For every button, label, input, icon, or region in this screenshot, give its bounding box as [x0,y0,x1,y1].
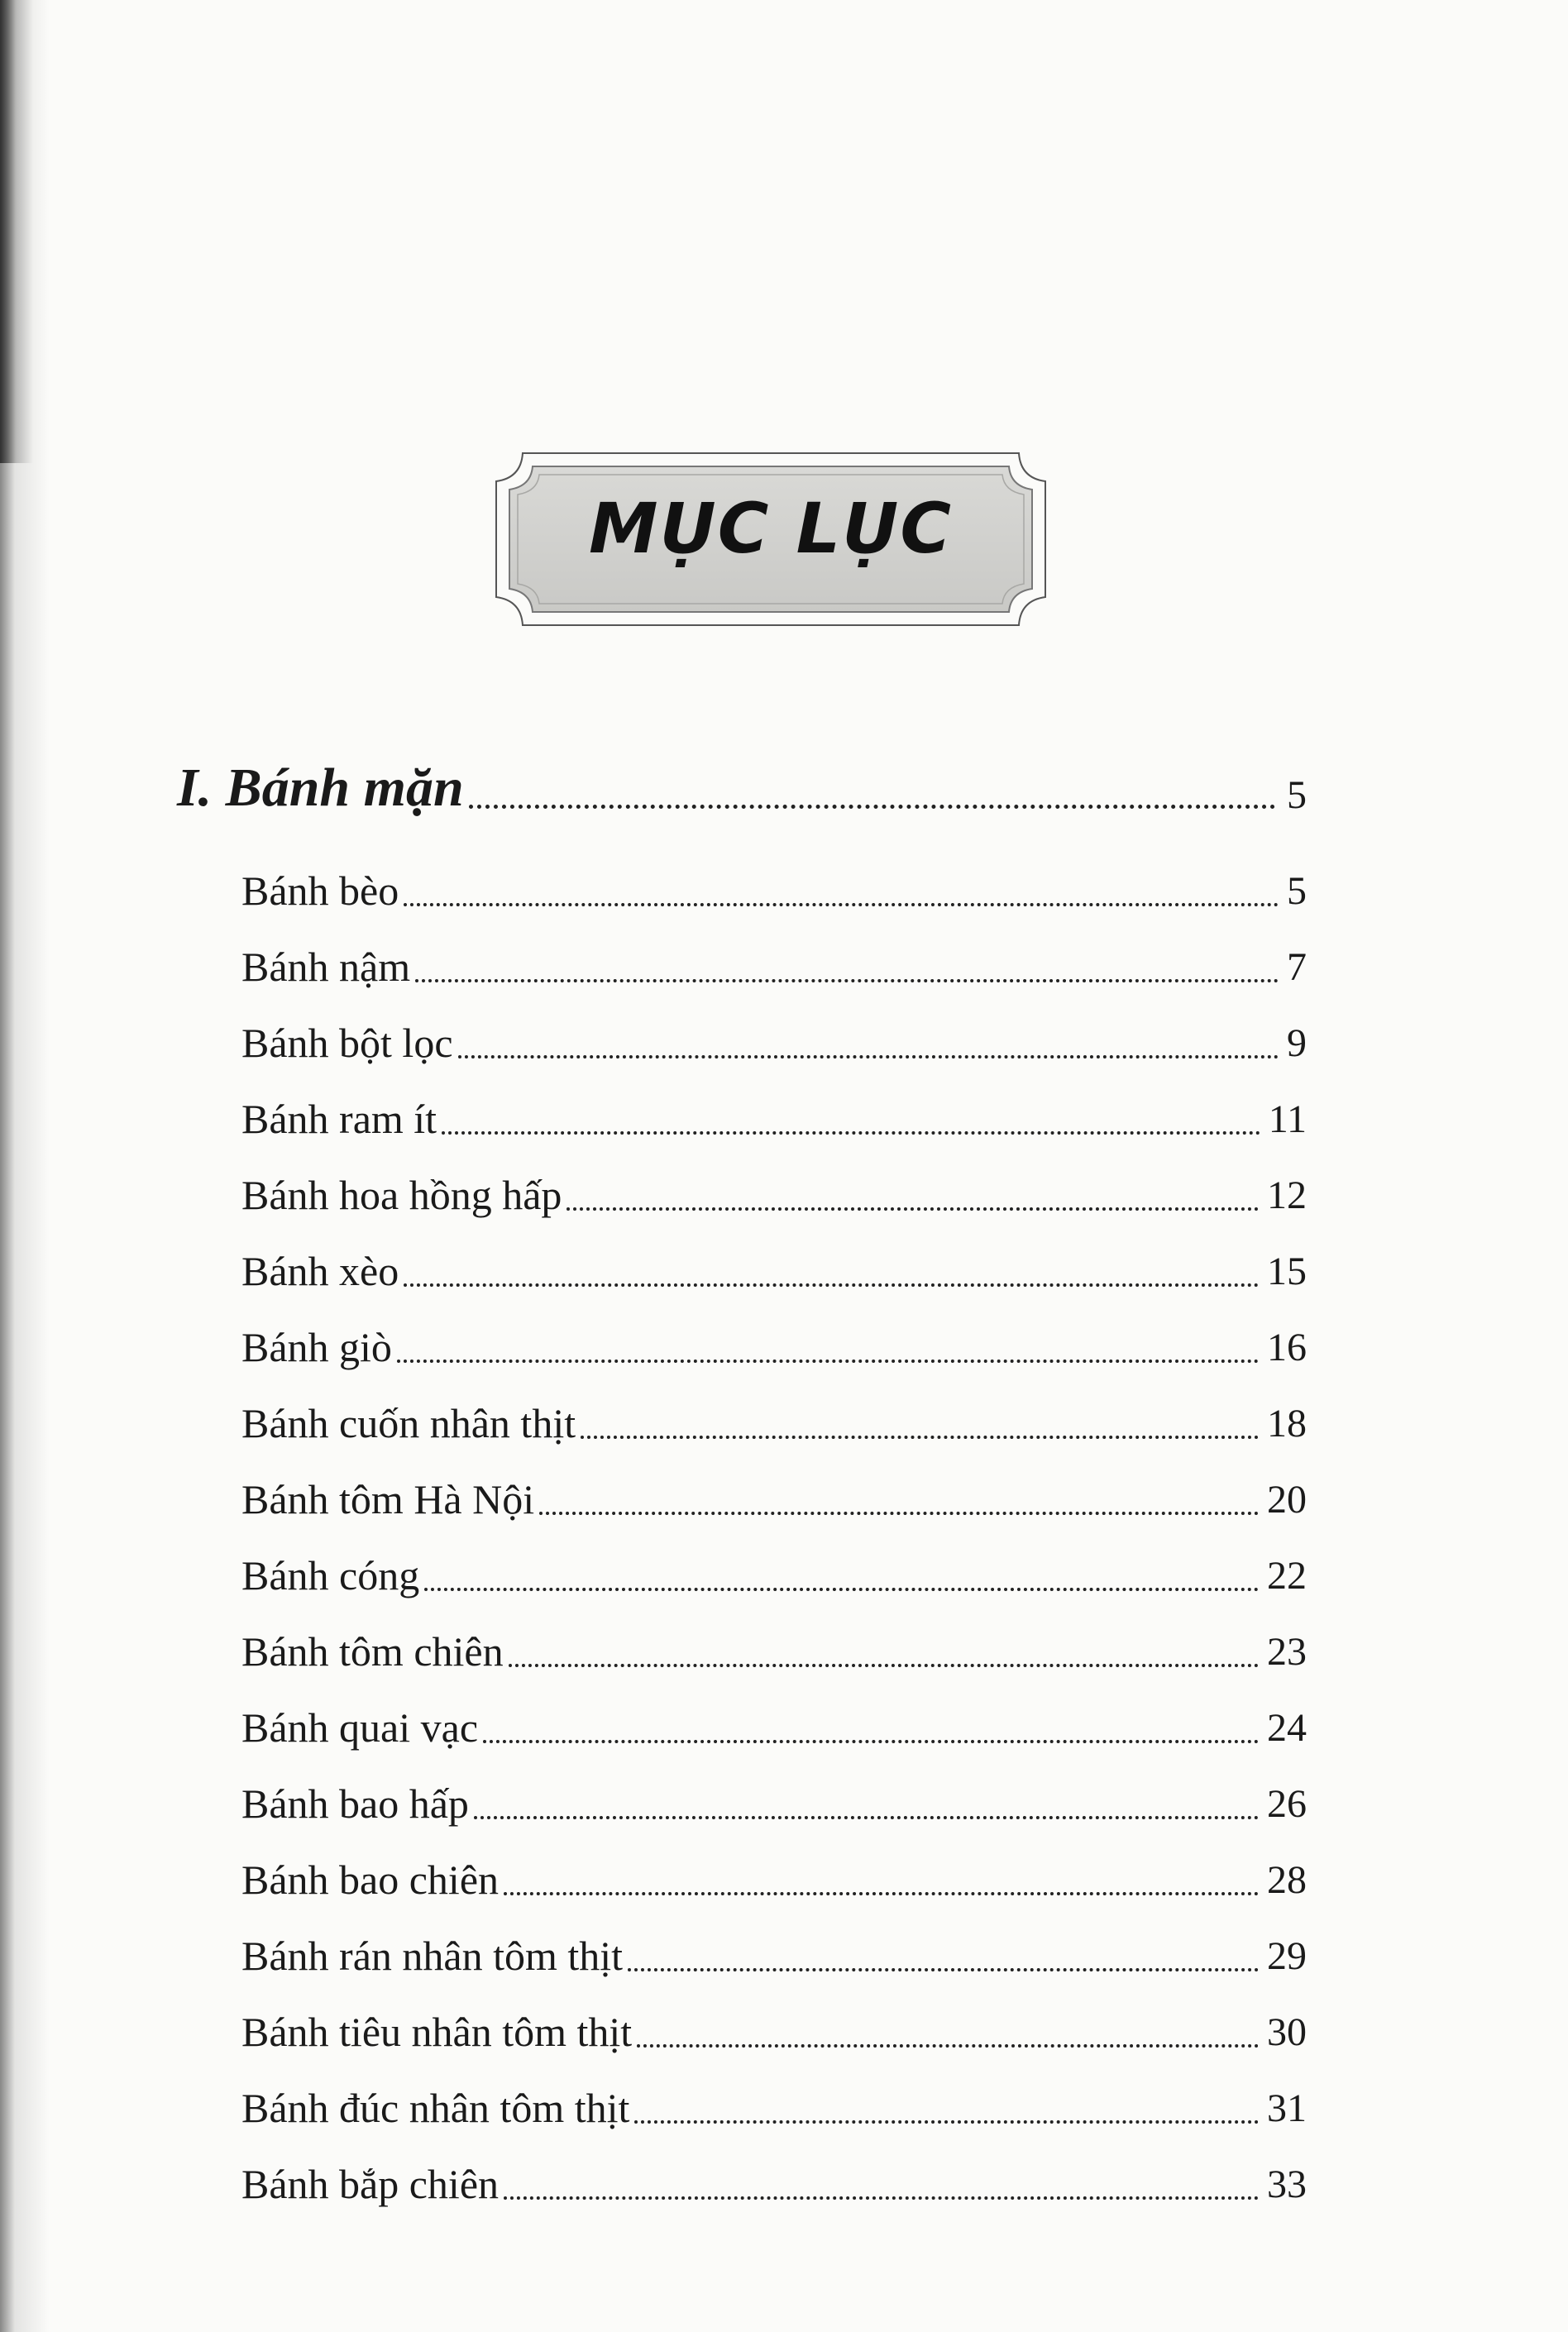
toc-entry-page: 18 [1267,1402,1307,1446]
toc-entry-page: 28 [1267,1858,1307,1902]
toc-entry-label: Bánh tôm chiên [241,1628,504,1675]
toc-entry-page: 24 [1267,1706,1307,1750]
toc-entry-page: 26 [1267,1782,1307,1826]
toc-entry[interactable] [241,1976,1307,2055]
toc-entry[interactable] [241,1140,1307,1216]
toc-entry-label: Bánh bắp chiên [241,2161,500,2207]
toc-entry[interactable] [241,2052,1307,2129]
toc-entry[interactable] [241,1063,1307,1140]
toc-entry-label: Bánh ram ít [241,1096,437,1142]
toc-entry[interactable] [241,2129,1307,2205]
toc-entry[interactable] [241,1824,1307,1903]
toc-entry[interactable] [241,911,1307,990]
toc-section-row[interactable] [177,749,1307,818]
toc-entry-label: Bánh xèo [241,1248,399,1294]
toc-entry-label: Bánh tiêu nhân tôm thịt [241,2009,633,2055]
toc-entry-label: Bánh bao hấp [241,1780,469,1827]
dotted-leader [509,1664,1259,1667]
toc-entry-label: Bánh đúc nhân tôm thịt [241,2085,630,2131]
dotted-leader [474,1816,1259,1819]
toc-entry[interactable] [241,1368,1307,1444]
toc-entry[interactable] [241,1748,1307,1827]
toc-entry[interactable] [241,835,1307,914]
dotted-leader [634,2120,1259,2124]
dotted-leader [637,2044,1259,2048]
dotted-leader [504,1892,1259,1895]
toc-entry-label: Bánh bột lọc [241,1020,453,1066]
toc-entry[interactable] [241,1444,1307,1520]
dotted-leader [404,903,1279,906]
toc-entry-page: 11 [1268,1097,1307,1141]
toc-entry[interactable] [241,1900,1307,1979]
toc-section-label: I. Bánh mặn [177,757,464,818]
dotted-leader [397,1360,1259,1363]
toc-entry-page: 9 [1287,1021,1307,1065]
toc-entry-label: Bánh nậm [241,944,411,990]
toc-entry-list [241,835,1307,2205]
toc-entry-page: 20 [1267,1478,1307,1522]
dotted-leader [404,1283,1259,1287]
toc-entry[interactable] [241,1520,1307,1596]
toc-entry-page: 33 [1267,2162,1307,2206]
dotted-leader [539,1512,1259,1515]
dotted-leader [442,1131,1260,1135]
dotted-leader [581,1436,1259,1439]
dotted-leader [424,1588,1259,1591]
toc-entry-page: 23 [1267,1630,1307,1674]
toc-entry-page: 30 [1267,2010,1307,2054]
toc-entry-label: Bánh quai vạc [241,1704,479,1751]
toc-entry-label: Bánh tôm Hà Nội [241,1476,535,1522]
page-title: MỤC LỤC [588,488,954,569]
dotted-leader [469,805,1275,809]
toc-entry-label: Bánh bèo [241,867,399,914]
dotted-leader [415,979,1279,982]
toc-entry-page: 15 [1267,1250,1307,1293]
toc-entry-page: 31 [1267,2086,1307,2130]
dotted-leader [458,1055,1279,1058]
toc-entry-page: 16 [1267,1326,1307,1369]
toc-entry-label: Bánh hoa hồng hấp [241,1172,562,1218]
dotted-leader [628,1968,1259,1971]
toc-entry[interactable] [241,987,1307,1066]
toc-entry[interactable] [241,1216,1307,1292]
toc-entry-label: Bánh cuốn nhân thịt [241,1400,576,1446]
toc-entry-page: 5 [1287,869,1307,913]
toc-entry-page: 12 [1267,1173,1307,1217]
toc-entry[interactable] [241,1672,1307,1751]
dotted-leader [566,1207,1259,1211]
toc-entry-label: Bánh cóng [241,1552,420,1598]
toc-entry-page: 29 [1267,1934,1307,1978]
dotted-leader [483,1740,1259,1743]
toc-entry-label: Bánh bao chiên [241,1857,500,1903]
toc-entry-label: Bánh rán nhân tôm thịt [241,1933,624,1979]
toc-entry[interactable] [241,1596,1307,1675]
toc-section-page: 5 [1287,773,1307,817]
dotted-leader [504,2196,1259,2200]
toc-entry-page: 7 [1287,945,1307,989]
toc-entry-label: Bánh giò [241,1324,392,1370]
toc-entry-page: 22 [1267,1554,1307,1598]
toc-entry[interactable] [241,1292,1307,1368]
